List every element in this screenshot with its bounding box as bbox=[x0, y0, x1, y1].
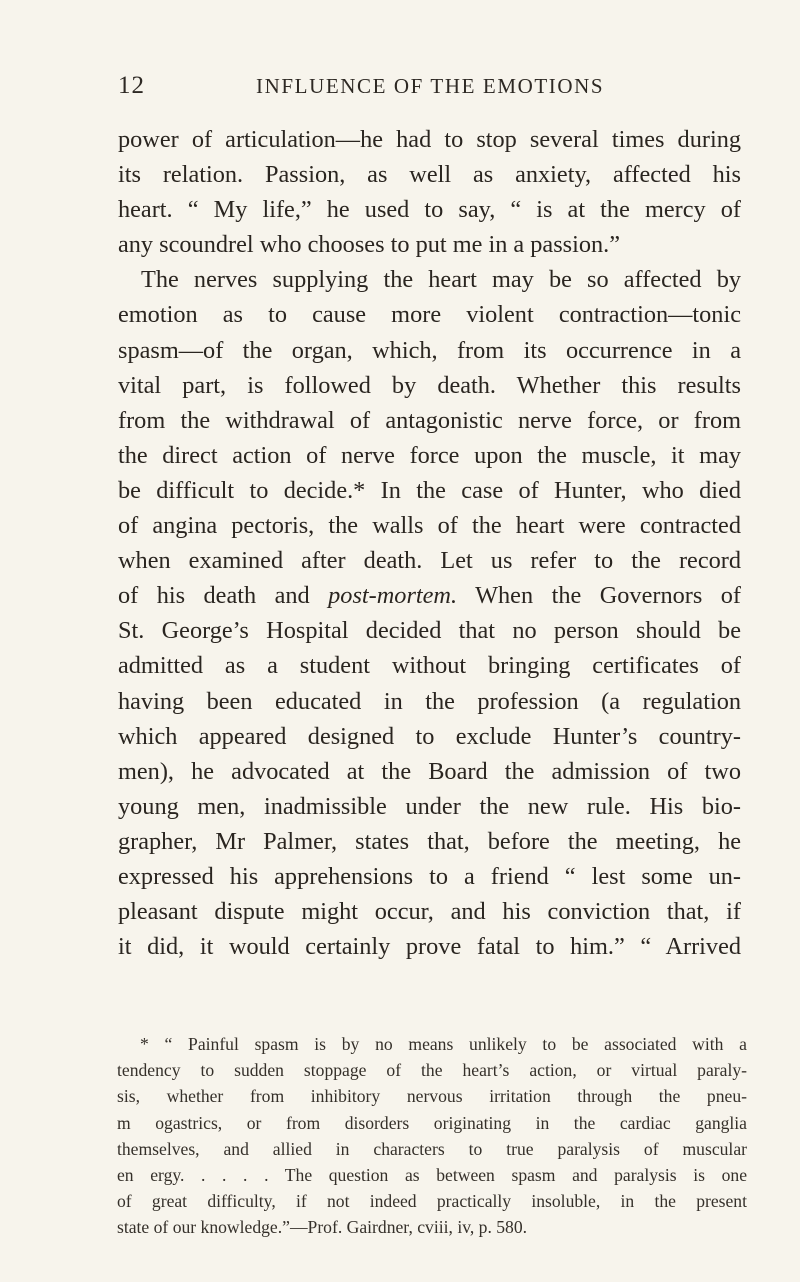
page-number: 12 bbox=[118, 72, 145, 99]
footnote-line: of great difficulty, if not indeed practically insoluble, in the present bbox=[117, 1191, 747, 1212]
body-line: St. George’s Hospital decided that no person should be bbox=[118, 617, 741, 645]
body-line: which appeared designed to exclude Hunter’s country- bbox=[118, 722, 741, 750]
body-line: of angina pectoris, the walls of the heart were contracted bbox=[118, 512, 741, 540]
body-line: its relation. Passion, as well as anxiety, affected his bbox=[118, 161, 741, 189]
body-text-segment: of his death and bbox=[118, 582, 310, 610]
footnote-line: state of our knowledge.”—Prof. Gairdner, cviii, iv, p. 580. bbox=[117, 1217, 528, 1238]
footnote-line: m ogastrics, or from disorders originating in the cardiac ganglia bbox=[117, 1112, 747, 1133]
footnote-line: en ergy. . . . . The question as between spasm and paralysis is one bbox=[117, 1165, 747, 1186]
footnote-line: themselves, and allied in characters to true paralysis of muscular bbox=[117, 1138, 747, 1159]
body-line: young men, inadmissible under the new rule. His bio- bbox=[118, 792, 741, 820]
body-line: from the withdrawal of antagonistic nerve force, or from bbox=[118, 406, 741, 434]
body-line: The nerves supplying the heart may be so affected by bbox=[141, 266, 741, 294]
body-line: spasm—of the organ, which, from its occurrence in a bbox=[118, 336, 741, 364]
footnote-line: tendency to sudden stoppage of the heart’s action, or virtual paraly- bbox=[117, 1060, 747, 1081]
body-line: pleasant dispute might occur, and his conviction that, if bbox=[118, 898, 741, 926]
body-line-mixed bbox=[118, 578, 741, 613]
italic-term: post-mortem. bbox=[328, 582, 458, 610]
body-line: expressed his apprehensions to a friend “ lest some un- bbox=[118, 862, 741, 890]
body-text-segment: When the Governors of bbox=[475, 582, 741, 610]
body-line: be difficult to decide.* In the case of Hunter, who died bbox=[118, 476, 741, 504]
body-line: heart. “ My life,” he used to say, “ is at the mercy of bbox=[118, 196, 741, 224]
body-line: any scoundrel who chooses to put me in a passion.” bbox=[118, 231, 621, 259]
footnote-line: sis, whether from inhibitory nervous irritation through the pneu- bbox=[117, 1086, 747, 1107]
body-text bbox=[118, 122, 741, 964]
body-line: having been educated in the profession (a regulation bbox=[118, 687, 741, 715]
body-line: admitted as a student without bringing certificates of bbox=[118, 652, 741, 680]
body-line: emotion as to cause more violent contraction—tonic bbox=[118, 301, 741, 329]
body-line: the direct action of nerve force upon the muscle, it may bbox=[118, 441, 741, 469]
footnote bbox=[117, 1031, 747, 1241]
body-line: power of articulation—he had to stop several times during bbox=[118, 126, 741, 153]
running-head bbox=[118, 72, 714, 108]
body-line: men), he advocated at the Board the admission of two bbox=[118, 757, 741, 785]
running-title: INFLUENCE OF THE EMOTIONS bbox=[256, 74, 605, 98]
body-line: grapher, Mr Palmer, states that, before the meeting, he bbox=[118, 827, 741, 855]
body-line: when examined after death. Let us refer to the record bbox=[118, 547, 741, 575]
body-line: vital part, is followed by death. Whether this results bbox=[118, 371, 741, 399]
footnote-line: * “ Painful spasm is by no means unlikely to be associated with a bbox=[140, 1034, 747, 1054]
body-line: it did, it would certainly prove fatal to him.” “ Arrived bbox=[118, 933, 741, 961]
